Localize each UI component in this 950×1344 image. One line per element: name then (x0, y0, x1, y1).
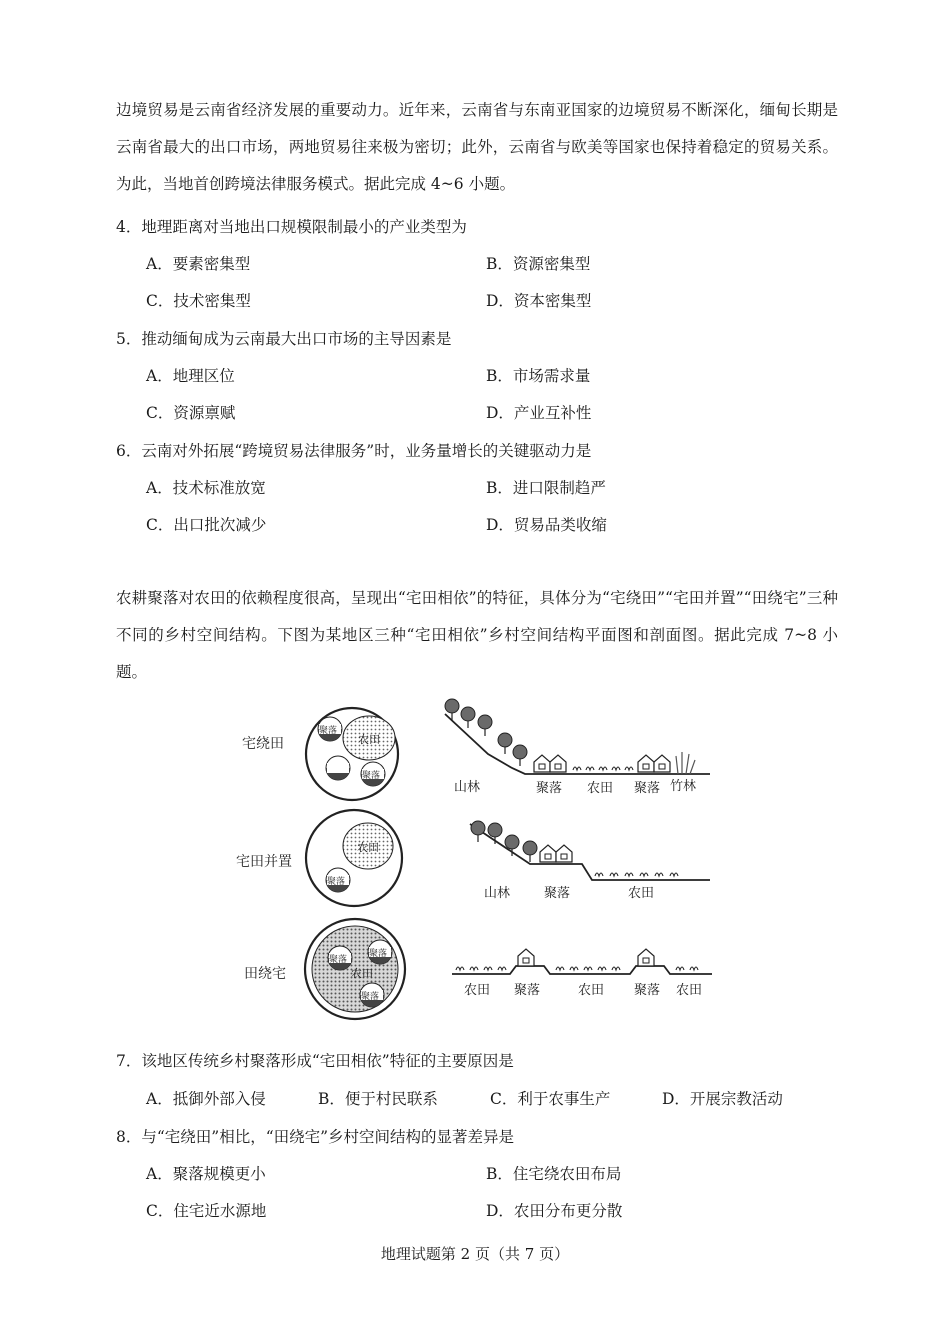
row1-profile-2: 聚落 (536, 781, 563, 796)
q5-option-a: A．地理区位 (146, 367, 235, 385)
row3-profile-1: 农田 (464, 983, 491, 998)
row3-settle-label-3: 聚落 (361, 992, 380, 1002)
q8-option-b: B．住宅绕农田布局 (486, 1165, 622, 1183)
q6-option-c: C．出口批次减少 (146, 516, 267, 534)
row3-profile-2: 聚落 (514, 983, 541, 998)
row2-profile-3: 农田 (628, 886, 655, 901)
q8-option-a: A．聚落规模更小 (146, 1165, 266, 1183)
row2-label: 宅田并置 (236, 854, 292, 870)
q5-option-d: D．产业互补性 (486, 404, 592, 422)
row2-settle-label: 聚落 (327, 877, 346, 887)
page-footer: 地理试题第 2 页（共 7 页） (380, 1245, 570, 1263)
q4-option-b: B．资源密集型 (486, 255, 591, 273)
q6-option-d: D．贸易品类收缩 (486, 516, 607, 534)
q4-option-a: A．要素密集型 (146, 255, 251, 273)
question-5: 5．推动缅甸成为云南最大出口市场的主导因素是 (116, 330, 452, 348)
q7-option-c: C．利于农事生产 (490, 1090, 611, 1108)
row3-label: 田绕宅 (244, 966, 286, 982)
row3-settle-label-1: 聚落 (329, 955, 348, 965)
row3-settle-label-2: 聚落 (369, 949, 388, 959)
row3-profile-3: 农田 (578, 983, 605, 998)
row1-settle-label-1: 聚落 (319, 726, 338, 736)
q7-option-d: D．开展宗教活动 (662, 1090, 783, 1108)
row1-profile-3: 农田 (587, 781, 614, 796)
row2-farm-label: 农田 (357, 841, 379, 854)
q8-option-c: C．住宅近水源地 (146, 1202, 267, 1220)
q8-option-d: D．农田分布更分散 (486, 1202, 623, 1220)
question-4: 4．地理距离对当地出口规模限制最小的产业类型为 (116, 218, 467, 236)
question-7: 7．该地区传统乡村聚落形成“宅田相依”特征的主要原因是 (116, 1052, 514, 1070)
row1-profile-4: 聚落 (634, 781, 661, 796)
q7-option-b: B．便于村民联系 (318, 1090, 438, 1108)
q4-option-c: C．技术密集型 (146, 292, 251, 310)
question-6: 6．云南对外拓展“跨境贸易法律服务”时，业务量增长的关键驱动力是 (116, 442, 592, 460)
q6-option-b: B．进口限制趋严 (486, 479, 606, 497)
row1-farm-label: 农田 (358, 733, 380, 746)
q5-option-c: C．资源禀赋 (146, 404, 236, 422)
question-8: 8．与“宅绕田”相比，“田绕宅”乡村空间结构的显著差异是 (116, 1128, 515, 1146)
row3-profile-5: 农田 (676, 983, 703, 998)
settlement-figure (230, 696, 730, 1032)
passage-1: 边境贸易是云南省经济发展的重要动力。近年来，云南省与东南亚国家的边境贸易不断深化，缅甸长期是云南省最大的出口市场，两地贸易往来极为密切；此外，云南省与欧美等国家也保持着稳定的贸易关系。为此，当地首创跨境法律服务模式。据此完成 4~6 小题。 (116, 101, 838, 193)
q6-option-a: A．技术标准放宽 (146, 479, 266, 497)
row3-profile-4: 聚落 (634, 983, 661, 998)
q7-option-a: A．抵御外部入侵 (146, 1090, 266, 1108)
passage-2: 农耕聚落对农田的依赖程度很高，呈现出“宅田相依”的特征，具体分为“宅绕田”“宅田并置”“田绕宅”三种不同的乡村空间结构。下图为某地区三种“宅田相依”乡村空间结构平面图和剖面图。据此完成 7~8 小题。 (116, 589, 838, 681)
row1-label: 宅绕田 (242, 736, 284, 752)
row1-profile-5: 竹林 (670, 779, 697, 794)
row3-farm-label: 农田 (351, 967, 373, 980)
row2-profile-1: 山林 (484, 886, 511, 901)
q4-option-d: D．资本密集型 (486, 292, 592, 310)
q5-option-b: B．市场需求量 (486, 367, 591, 385)
row1-settle-label-2: 聚落 (362, 771, 381, 781)
row1-profile-1: 山林 (454, 780, 481, 795)
row2-profile-2: 聚落 (544, 886, 571, 901)
